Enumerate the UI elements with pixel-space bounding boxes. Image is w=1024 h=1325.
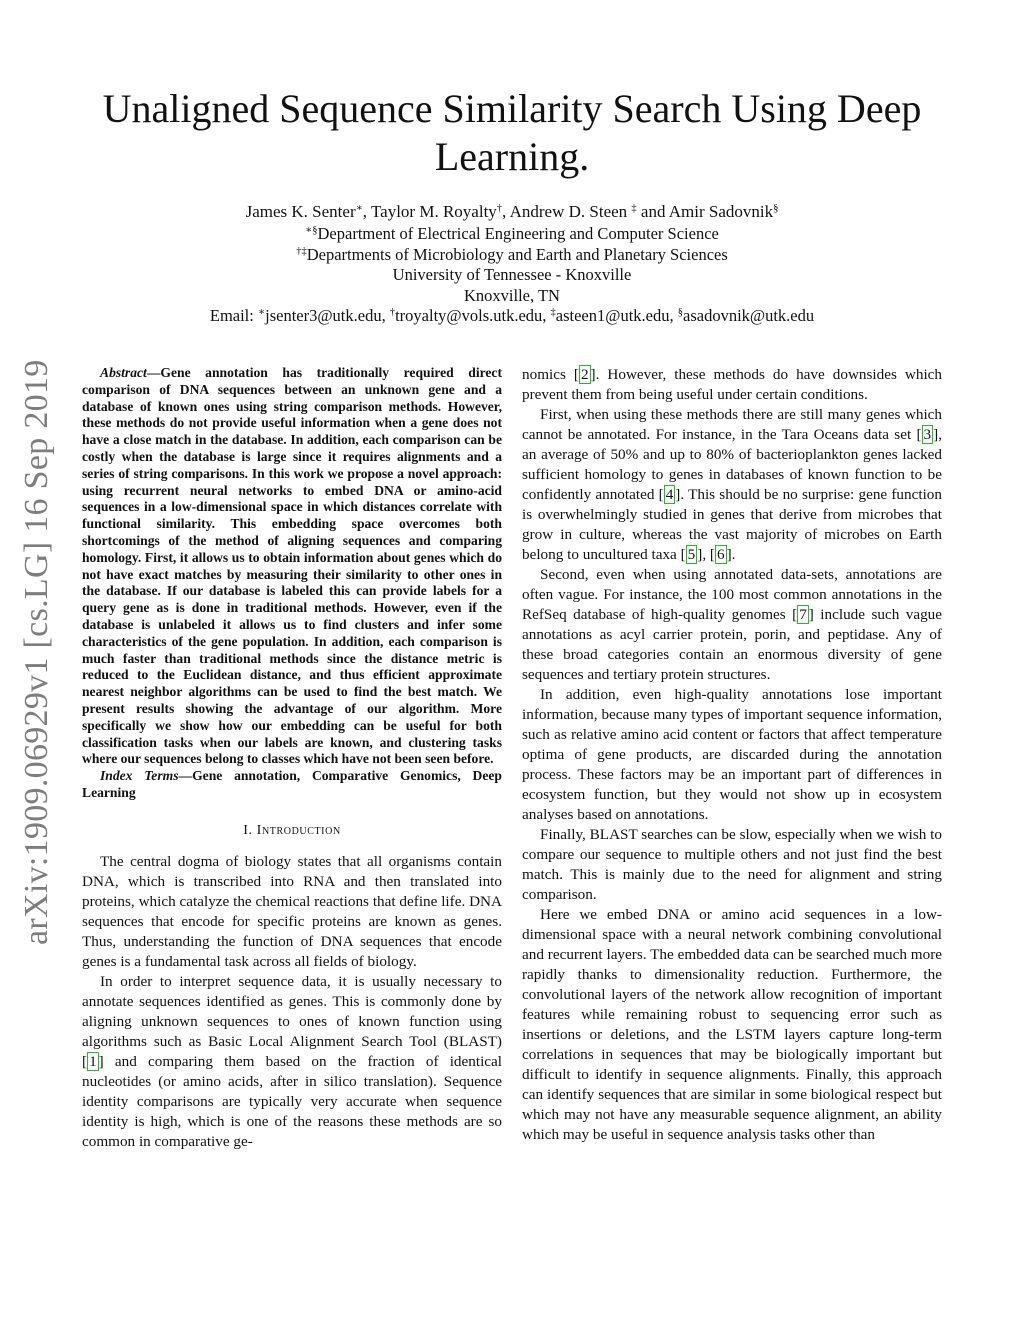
abstract-lead: Abstract [100,365,147,380]
email-4[interactable]: asadovnik@utk.edu [683,306,815,325]
email-line [80,306,944,327]
email-1[interactable]: jsenter3@utk.edu, [265,306,390,325]
paragraph-text: . This should be no surprise: gene function is overwhelmingly studied in genes that derive from microbes that grow in culture, whereas the vast majority of microbes on Earth belong to uncultured taxa [522,486,942,563]
citation-link[interactable]: 6 [716,546,725,563]
affiliation-1-text: Department of Electrical Engineering and Computer Science [317,224,719,243]
email-3[interactable]: asteen1@utk.edu, [555,306,678,325]
author-3: Andrew D. Steen [509,202,628,221]
intro-paragraph-5: In addition, even high-quality annotations lose important information, because many types of important sequence information, such as relative amino acid content or factors that affect temperature optima of gene products, are discarded during the annotation process. These factors may be an important part of differences in ecosystem function, but they would not show up in ecosystem analyses based on annotations. [522,686,942,823]
affiliation-2 [80,245,944,266]
affiliation-2-mark: †‡ [296,245,307,257]
author-1: James K. Senter [245,202,356,221]
intro-paragraph-3: First, when using these methods there are still many genes which cannot be annotated. For instance, in the Tara Oceans data set [ 3 ], an average of 50% and up to 80% of bacterioplankton genes lacked sufficient homology to genes in databases of known function to be confidently annotated [ 4 ]. This should be no surprise: gene function is overwhelmingly studied in genes that derive from microbes that grow in culture, whereas the vast majority of microbes on Earth belong to uncultured taxa [ 5 ], [ 6 ]. [522,406,942,563]
arxiv-identifier-stamp: arXiv:1909.06929v1 [cs.LG] 16 Sep 2019 [18,359,55,945]
paper-title: Unaligned Sequence Similarity Search Using Deep Learning. [102,86,922,179]
citation-link[interactable]: 1 [89,1052,97,1070]
author-3-mark: ‡ [631,203,637,214]
affiliation-2-text: Departments of Microbiology and Earth and Planetary Sciences [306,244,728,264]
affiliation-1-mark: ∗§ [305,225,318,236]
author-sep: , [502,202,510,221]
author-names [80,200,944,224]
affiliation-1 [80,224,944,245]
paragraph-text: nomics [522,366,574,383]
paragraph-text: , [702,546,710,563]
section-heading-introduction: I. Introduction [243,822,341,838]
email-3-mark: ‡ [550,307,556,318]
email-2-mark: † [389,307,396,318]
citation-link[interactable]: 7 [799,606,807,623]
author-2: Taylor M. Royalty [370,202,497,221]
intro-paragraph-7: Here we embed DNA or amino acid sequences in a low-dimensional space with a neural network combining convolutional and recurrent layers. The embedded data can be searched much more rapidly thanks to dimensionality reduction. Furthermore, the convolutional layers of the network allow recognition of important features while remaining robust to sequencing error such as insertions or deletions, and the LSTM layers capture long-term correlations in sequences that may be biologically important but difficult to identify in sequence alignments. Finally, this approach can identify sequences that are similar in some biological respect but which may not have any measurable sequence alignment, an ability which may be useful in sequence analysis tasks other than [522,906,942,1143]
author-2-mark: † [496,203,503,214]
citation-link[interactable]: 5 [687,546,696,563]
email-2[interactable]: troyalty@vols.utk.edu, [395,306,551,325]
paragraph-text: include such vague annotations as acyl carrier protein, porin, and peptidase. Any of these broad categories contain an enormous diversity of gene sequences and tertiary protein structures. [522,606,942,683]
index-terms-lead: Index Terms [100,768,179,784]
paragraph-text: , an average of 50% and up to 80% of bacterioplankton genes lacked sufficient homology to genes in databases of known function to be confidently annotated [522,426,942,503]
intro-paragraph-4: Second, even when using annotated data-sets, annotations are often vague. For instance, the 100 most common annotations in the RefSeq database of high-quality genomes [ 7 ] include such vague annotations as acyl carrier protein, porin, and peptidase. Any of these broad categories contain an enormous diversity of gene sequences and tertiary protein structures. [522,566,942,683]
left-column [82,365,502,1152]
intro-paragraph-2-continued: nomics [ 2 ]. However, these methods do have downsides which prevent them from being useful under certain conditions. [522,366,942,403]
paragraph-text: Second, even when using annotated data-sets, annotations are often vague. For instance, the 100 most common annotations in the RefSeq database of high-quality genomes [522,566,942,623]
paragraph-text: and comparing them based on the fraction of identical nucleotides (or amino acids, after in silico translation). Sequence identity comparisons are typically very accurate when sequence identity is high, which is one of the reasons these methods are so common in comparative ge- [82,1052,502,1150]
intro-paragraph-2: In order to interpret sequence data, it is usually necessary to annotate sequences identified as genes. This is commonly done by aligning unknown sequences to ones of known function using algorithms such as Basic Local Alignment Search Tool (BLAST) [ 1 ] and comparing them based on the fraction of identical nucleotides (or amino acids, after in silico translation). Sequence identity comparisons are typically very accurate when sequence identity is high, which is one of the reasons these methods are so common in comparative ge- [82,972,502,1150]
paragraph-text: First, when using these methods there are still many genes which cannot be annotated. For instance, in the Tara Oceans data set [522,406,942,443]
paragraph-text: . However, these methods do have downsides which prevent them from being useful under certain conditions. [522,366,942,403]
right-column [522,365,942,1145]
author-block [80,200,944,327]
email-4-mark: § [677,307,683,318]
author-4-mark: § [773,203,779,214]
university: University of Tennessee - Knoxville [392,265,632,284]
index-terms [82,768,502,802]
city: Knoxville, TN [464,285,560,305]
email-label: Email: [209,306,258,325]
author-and: and [636,202,669,221]
paragraph-text: . [731,546,736,563]
abstract-text: —Gene annotation has traditionally required direct comparison of DNA sequences between an unknown gene and a database of known ones using string comparison methods. However, these methods do not provide useful information when a gene does not have a close match in the database. In addition, each comparison can be costly when the database is large since it requires alignments and a series of string comparisons. In this work we propose a novel approach: using recurrent neural networks to embed DNA or amino-acid sequences in a low-dimensional space in which distances correlate with functional similarity. This embedding space overcomes both shortcomings of the method of aligning sequences and comparing homology. First, it allows us to obtain information about genes which do not have exact matches by measuring their similarity to other ones in the database. If our database is labeled this can provide labels for a query gene as is done in traditional methods. However, even if the database is unlabeled it allows us to find clusters and infer some characteristics of the gene population. In addition, each comparison is much faster than traditional methods since the distance metric is reduced to the Euclidean distance, and thus efficient approximate nearest neighbor algorithms can be used to find the best match. We present results showing the advantage of our algorithm. More specifically we show how our embedding can be useful for both classification tasks when our labels are known, and clustering tasks where our sequences belong to classes which have not been seen before. [82,365,502,767]
index-terms-text: —Gene annotation, Comparative Genomics, Deep Learning [82,768,502,800]
intro-paragraph-1: The central dogma of biology states that all organisms contain DNA, which is transcribed into RNA and then translated into proteins, which catalyze the chemical reactions that define life. DNA sequences that encode for specific proteins are known as genes. Thus, understanding the function of DNA sequences that encode genes is a fundamental task across all fields of biology. [82,852,502,970]
citation-link[interactable]: 3 [923,426,932,443]
abstract [82,365,502,768]
author-sep: , [362,202,371,221]
author-4: Amir Sadovnik [668,202,774,221]
intro-paragraph-6: Finally, BLAST searches can be slow, especially when we wish to compare our sequence to multiple others and not just find the best match. This is mainly due to the need for alignment and string comparison. [522,826,942,903]
citation-link[interactable]: 2 [580,366,589,383]
citation-link[interactable]: 4 [665,486,674,503]
email-1-mark: ∗ [257,307,266,318]
author-1-mark: ∗ [355,203,363,214]
paragraph-text: In order to interpret sequence data, it is usually necessary to annotate sequences identified as genes. This is commonly done by aligning unknown sequences to ones of known function using algorithms such as Basic Local Alignment Search Tool (BLAST) [82,972,502,1050]
